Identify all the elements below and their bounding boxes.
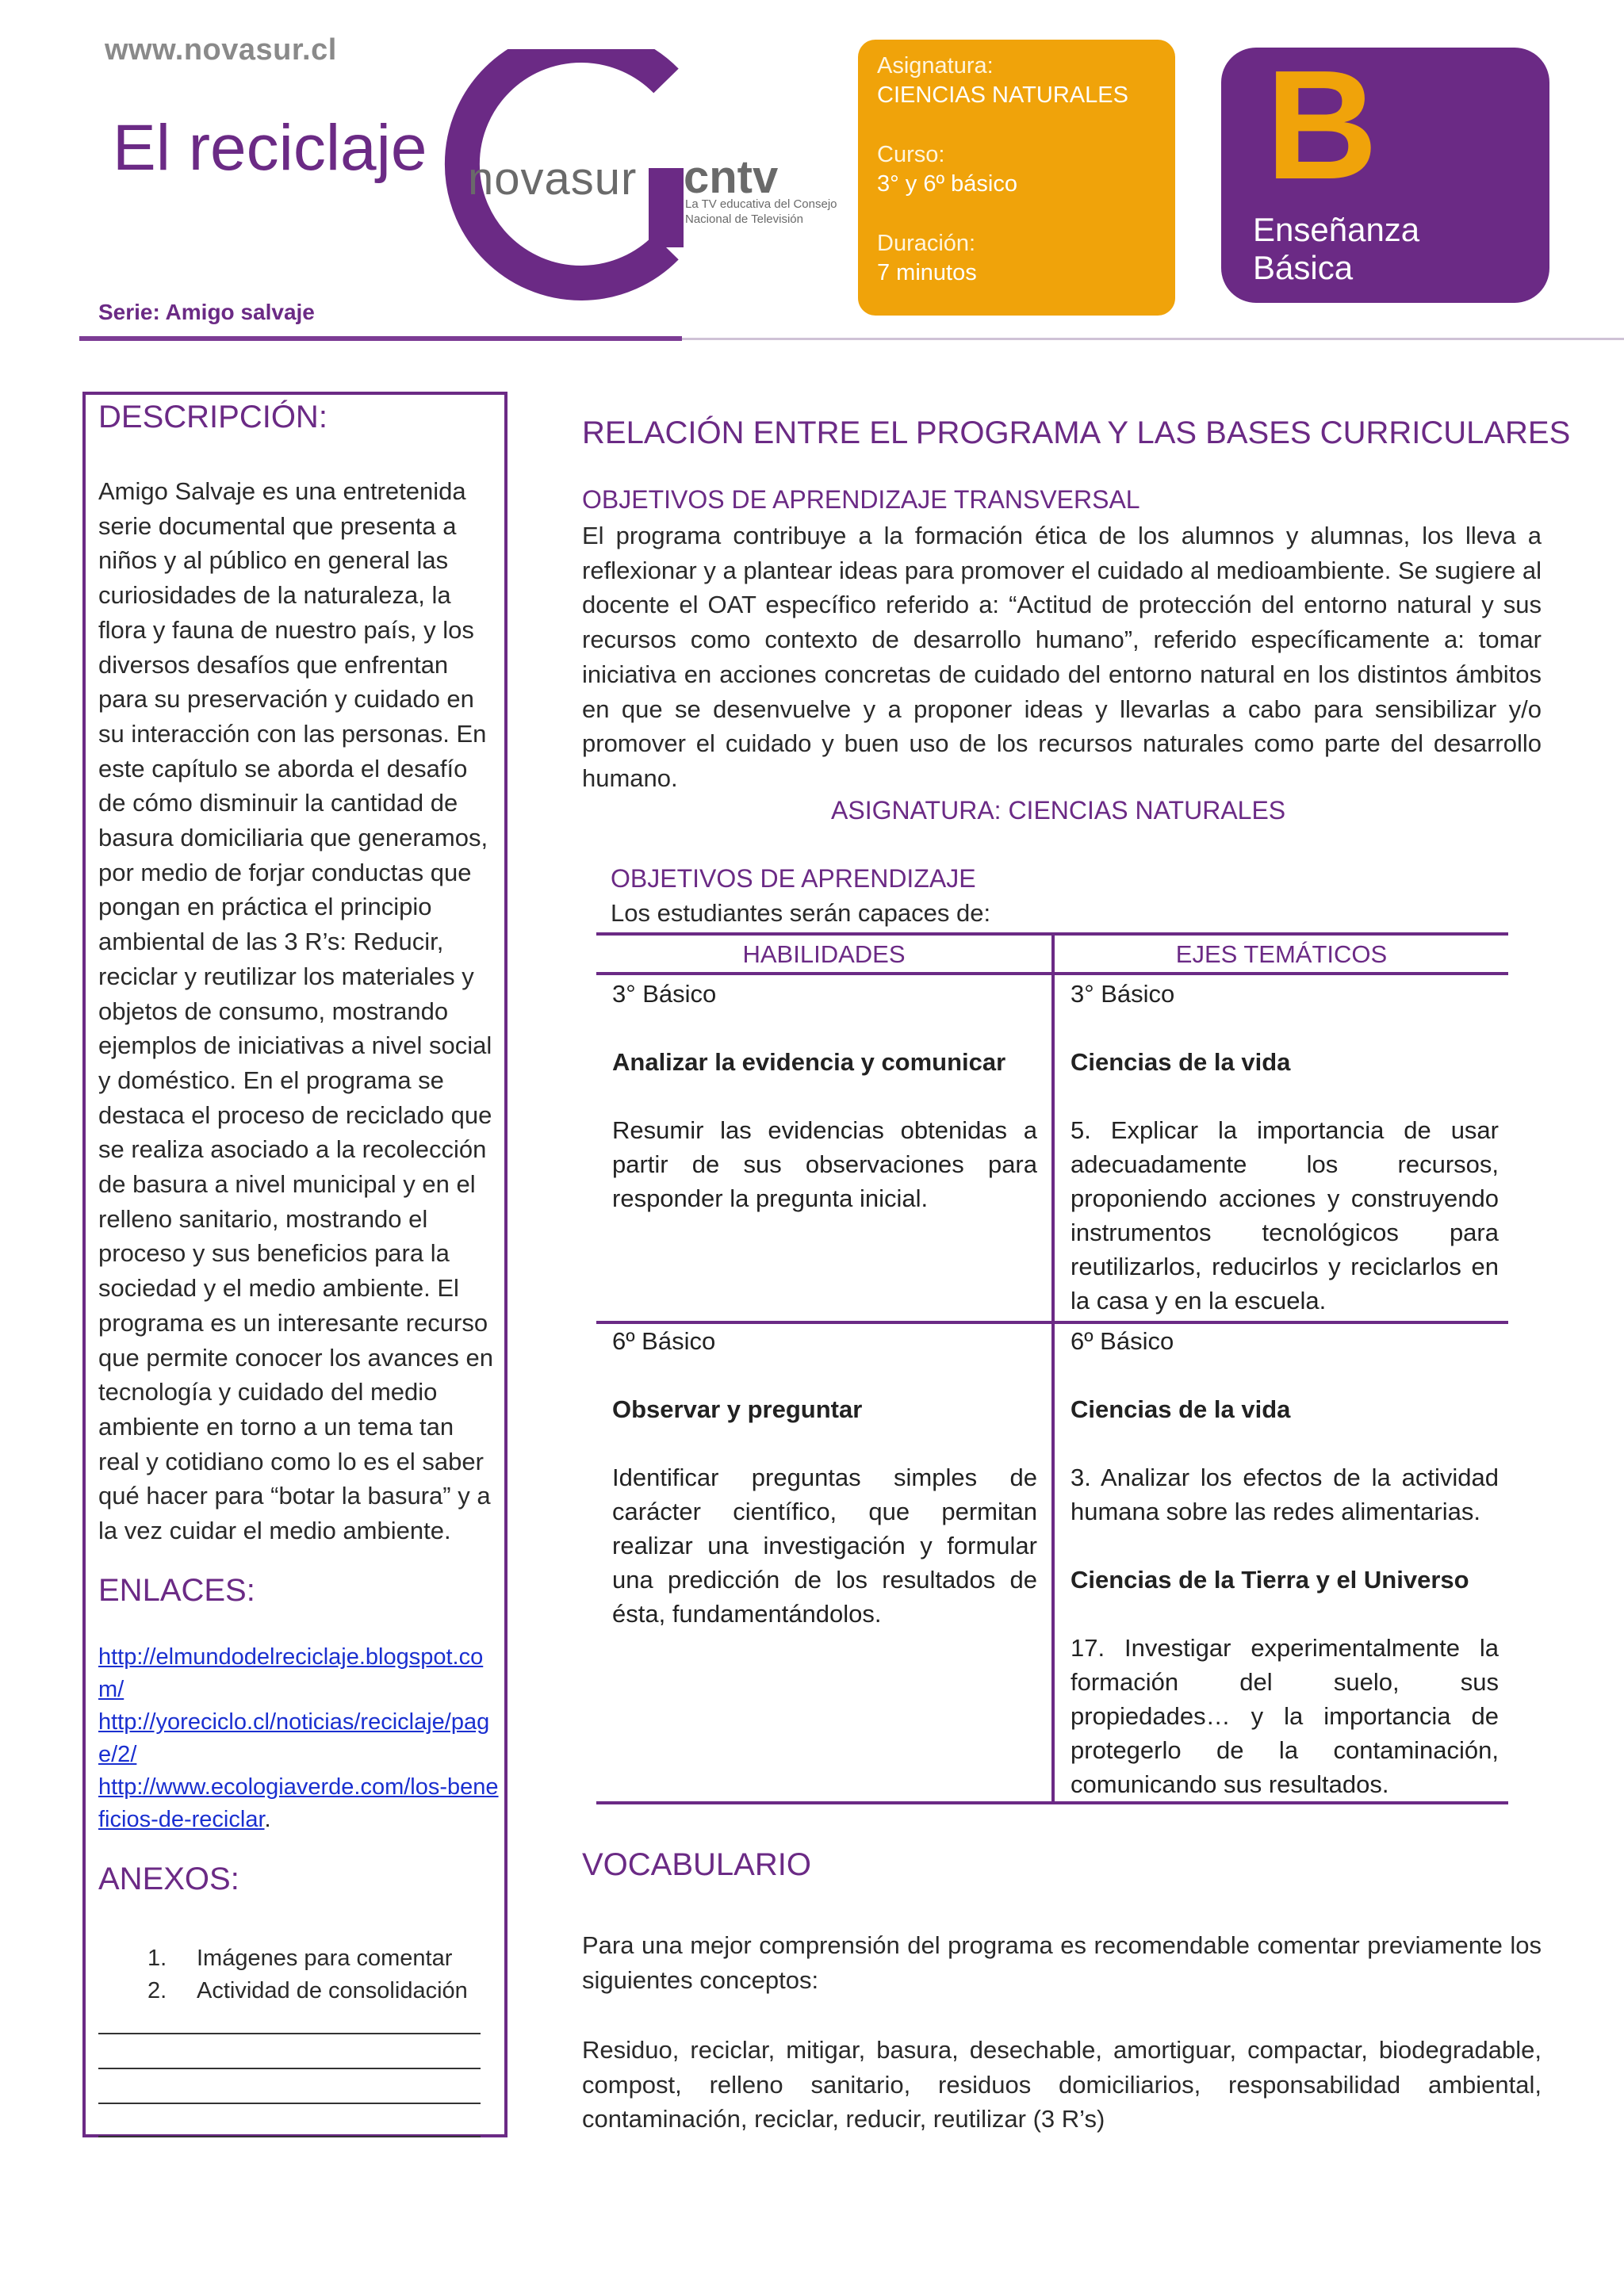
descripcion-text: Amigo Salvaje es una entretenida serie documental que presenta a niños y al público en general las curiosidades de la naturaleza, la flora y fauna de nuestro país, y los diversos desafíos que enfrentan para su preservación y cuidado en su interacción con las personas. En este capítulo se aborda el desafío de cómo disminuir la cantidad de basura domiciliaria que generamos, por medio de forjar conductas que pongan en práctica el principio ambiental de las 3 R’s: Reducir, reciclar y reutilizar los materiales y objetos de consumo, mostrando ejemplos de iniciativas a nivel social y doméstico. En el programa se destaca el proceso de reciclado que se realiza asociado a la recolección de basura a nivel municipal y en el relleno sanitario, mostrando el proceso y sus beneficios para la sociedad y el medio ambiente. El programa es un interesante recurso que permite conocer los avances en tecnología y cuidado del medio ambiente en torno a un tema tan real y cotidiano como lo es el saber qué hacer para “botar la basura” y a la vez cuidar el medio ambiente. [98, 477, 494, 1545]
axis-title: Ciencias de la vida [1071, 1395, 1291, 1423]
oat-heading: OBJETIVOS DE APRENDIZAJE TRANSVERSAL [582, 485, 1140, 514]
list-item: 1. Imágenes para comentar [147, 1946, 453, 1971]
curso-label: Curso: [877, 142, 945, 167]
skill-text: Resumir las evidencias obtenidas a partir de sus observaciones para responder la pregunta inicial. [612, 1116, 1037, 1212]
grade-label: 3° Básico [1071, 980, 1175, 1008]
grade-label: 3° Básico [612, 980, 717, 1008]
axis-text: 5. Explicar la importancia de usar adecuadamente los recursos, proponiendo acciones y construyendo instrumentos tecnológicos para reutilizarlos, reducirlos y reciclarlos en la casa y en la escuela. [1071, 1116, 1499, 1314]
site-url: www.novasur.cl [105, 33, 337, 67]
links-list [98, 1641, 499, 1836]
blank-line [98, 2136, 481, 2137]
badge-letter: B [1266, 48, 1378, 212]
cntv-subtitle: La TV educativa del Consejo Nacional de Televisión [685, 197, 837, 226]
grade-label: 6º Básico [1071, 1327, 1174, 1355]
cntv-wordmark: cntv [684, 151, 779, 203]
table-cell [1071, 977, 1499, 1318]
link-yoreciclo[interactable]: http://yoreciclo.cl/noticias/reciclaje/page/2/ [98, 1709, 490, 1767]
badge-line1: Enseñanza [1253, 211, 1420, 248]
oa-heading: OBJETIVOS DE APRENDIZAJE [611, 864, 976, 893]
ensenanza-basica-badge [1221, 48, 1549, 303]
table-header-ejes: EJES TEMÁTICOS [1175, 940, 1388, 968]
blank-line [98, 2068, 481, 2069]
table-cell [612, 977, 1037, 1215]
list-item: 2. Actividad de consolidación [147, 1978, 468, 2003]
vocabulario-intro: Para una mejor comprensión del programa es recomendable comentar previamente los siguientes conceptos: [582, 1931, 1542, 1994]
link-ecologiaverde[interactable]: http://www.ecologiaverde.com/los-beneficios-de-reciclar [98, 1774, 499, 1832]
asignatura-heading: ASIGNATURA: CIENCIAS NATURALES [831, 796, 1286, 825]
axis-text: 17. Investigar experimentalmente la formación del suelo, sus propiedades… y la importancia de protegerlo de la contaminación, comunicando sus resultados. [1071, 1634, 1499, 1798]
blank-line [98, 2103, 481, 2104]
skill-text: Identificar preguntas simples de carácter científico, que permitan realizar una investigación y formular una predicción de los resultados de ésta, fundamentándolos. [612, 1464, 1037, 1628]
duracion-value: 7 minutos [877, 260, 977, 285]
curso-value: 3° y 6º básico [877, 171, 1017, 197]
skill-title: Analizar la evidencia y comunicar [612, 1048, 1006, 1076]
links-trailing: . [264, 1807, 271, 1832]
serie-label: Serie: Amigo salvaje [98, 300, 315, 324]
grade-label: 6º Básico [612, 1327, 716, 1355]
blank-line [98, 2033, 481, 2034]
oa-subtitle: Los estudiantes serán capaces de: [611, 899, 991, 927]
vocabulario-heading: VOCABULARIO [582, 1847, 811, 1882]
badge-text [1253, 211, 1419, 287]
table-header-habilidades: HABILIDADES [742, 940, 906, 968]
axis-title: Ciencias de la vida [1071, 1048, 1291, 1076]
subject-info-box [858, 40, 1175, 316]
curriculum-heading: RELACIÓN ENTRE EL PROGRAMA Y LAS BASES CURRICULARES [582, 415, 1571, 450]
link-elmundodelreciclaje[interactable]: http://elmundodelreciclaje.blogspot.com/ [98, 1644, 484, 1702]
axis-title: Ciencias de la Tierra y el Universo [1071, 1566, 1469, 1594]
table-cell [1071, 1324, 1499, 1801]
badge-line2: Básica [1253, 249, 1354, 286]
axis-text: 3. Analizar los efectos de la actividad humana sobre las redes alimentarias. [1071, 1464, 1499, 1525]
header-divider [79, 336, 682, 341]
asignatura-value: CIENCIAS NATURALES [877, 82, 1128, 108]
table-cell [612, 1324, 1037, 1631]
page-title: El reciclaje [113, 112, 427, 184]
header-divider-light [682, 338, 1624, 340]
anexos-heading: ANEXOS: [98, 1862, 239, 1896]
anexos-list [147, 1942, 468, 2007]
novasur-wordmark: novasur [468, 153, 638, 205]
enlaces-heading: ENLACES: [98, 1573, 255, 1608]
oat-text: El programa contribuye a la formación ética de los alumnos y alumnas, los lleva a reflexionar y a plantear ideas para promover el cuidado al medioambiente. Se sugiere al docente el OAT específico referido a: “Actitud de protección del entorno natural y sus recursos como contexto de desarrollo humano”, referido específicamente a: tomar iniciativa en acciones concretas de cuidado del entorno natural en los distintos ámbitos en que se desenvuelve y a proponer ideas y llevarlas a cabo para sensibilizar y/o promover el cuidado y buen uso de los recursos naturales como parte del desarrollo humano. [582, 522, 1542, 792]
vocabulario-list: Residuo, reciclar, mitigar, basura, desechable, amortiguar, compactar, biodegradable, compost, relleno sanitario, residuos domiciliarios, responsabilidad ambiental, contaminación, reciclar, reducir, reutilizar (3 R’s) [582, 2036, 1542, 2133]
descripcion-heading: DESCRIPCIÓN: [98, 400, 327, 434]
asignatura-label: Asignatura: [877, 53, 994, 78]
skill-title: Observar y preguntar [612, 1395, 863, 1423]
table-rule-vertical [1051, 932, 1055, 1803]
duracion-label: Duración: [877, 231, 976, 256]
